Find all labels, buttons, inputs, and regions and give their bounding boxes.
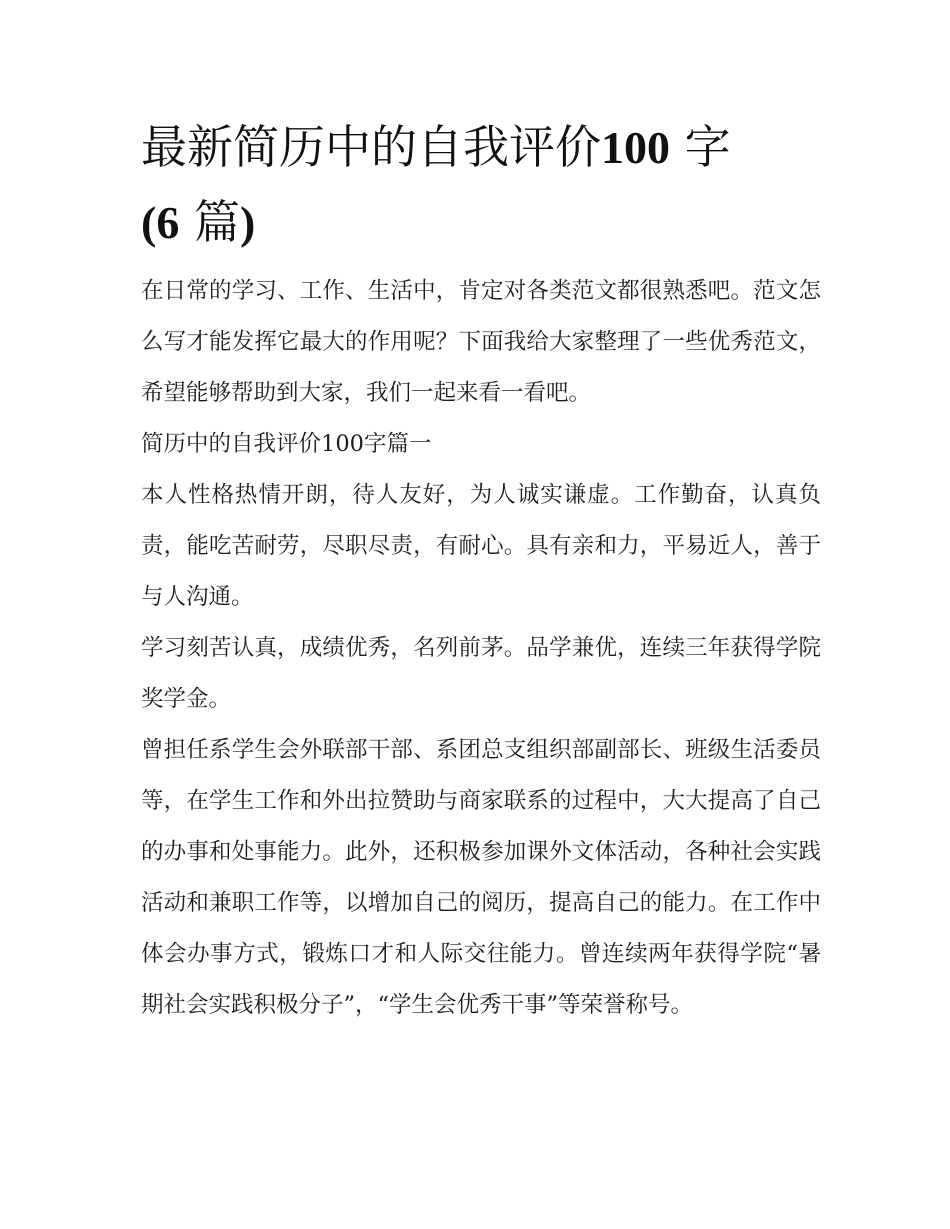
body-paragraph: 本人性格热情开朗，待人友好，为人诚实谦虚。工作勤奋，认真负责，能吃苦耐劳，尽职尽责，有耐心。具有亲和力，平易近人，善于与人沟通。 [141, 482, 821, 610]
document-page [141, 110, 821, 1031]
intro-paragraph: 在日常的学习、工作、生活中，肯定对各类范文都很熟悉吧。范文怎么写才能发挥它最大的作用呢？下面我给大家整理了一些优秀范文，希望能够帮助到大家，我们一起来看一看吧。 [141, 278, 821, 406]
title-text-2: 字 [684, 120, 731, 174]
document-title [141, 110, 821, 260]
section-heading: 简历中的自我评价100字篇一 [141, 431, 432, 457]
title-text-1: 最新简历中的自我评价 [141, 120, 601, 174]
title-text-3: 篇 [193, 195, 240, 249]
body-paragraph: 曾担任系学生会外联部干部、系团总支组织部副部长、班级生活委员等，在学生工作和外出拉赞助与商家联系的过程中，大大提高了自己的办事和处事能力。此外，还积极参加课外文体活动，各种社会实践活动和兼职工作等，以增加自己的阅历，提高自己的能力。在工作中体会办事方式，锻炼口才和人际交往能力。曾连续两年获得学院“暑期社会实践积极分子”，“学生会优秀干事”等荣誉称号。 [141, 737, 821, 1018]
body-paragraph: 学习刻苦认真，成绩优秀，名列前茅。品学兼优，连续三年获得学院奖学金。 [141, 635, 821, 712]
title-close-paren: ) [239, 197, 256, 248]
title-number: 100 [601, 122, 670, 173]
title-count: (6 [141, 197, 180, 248]
